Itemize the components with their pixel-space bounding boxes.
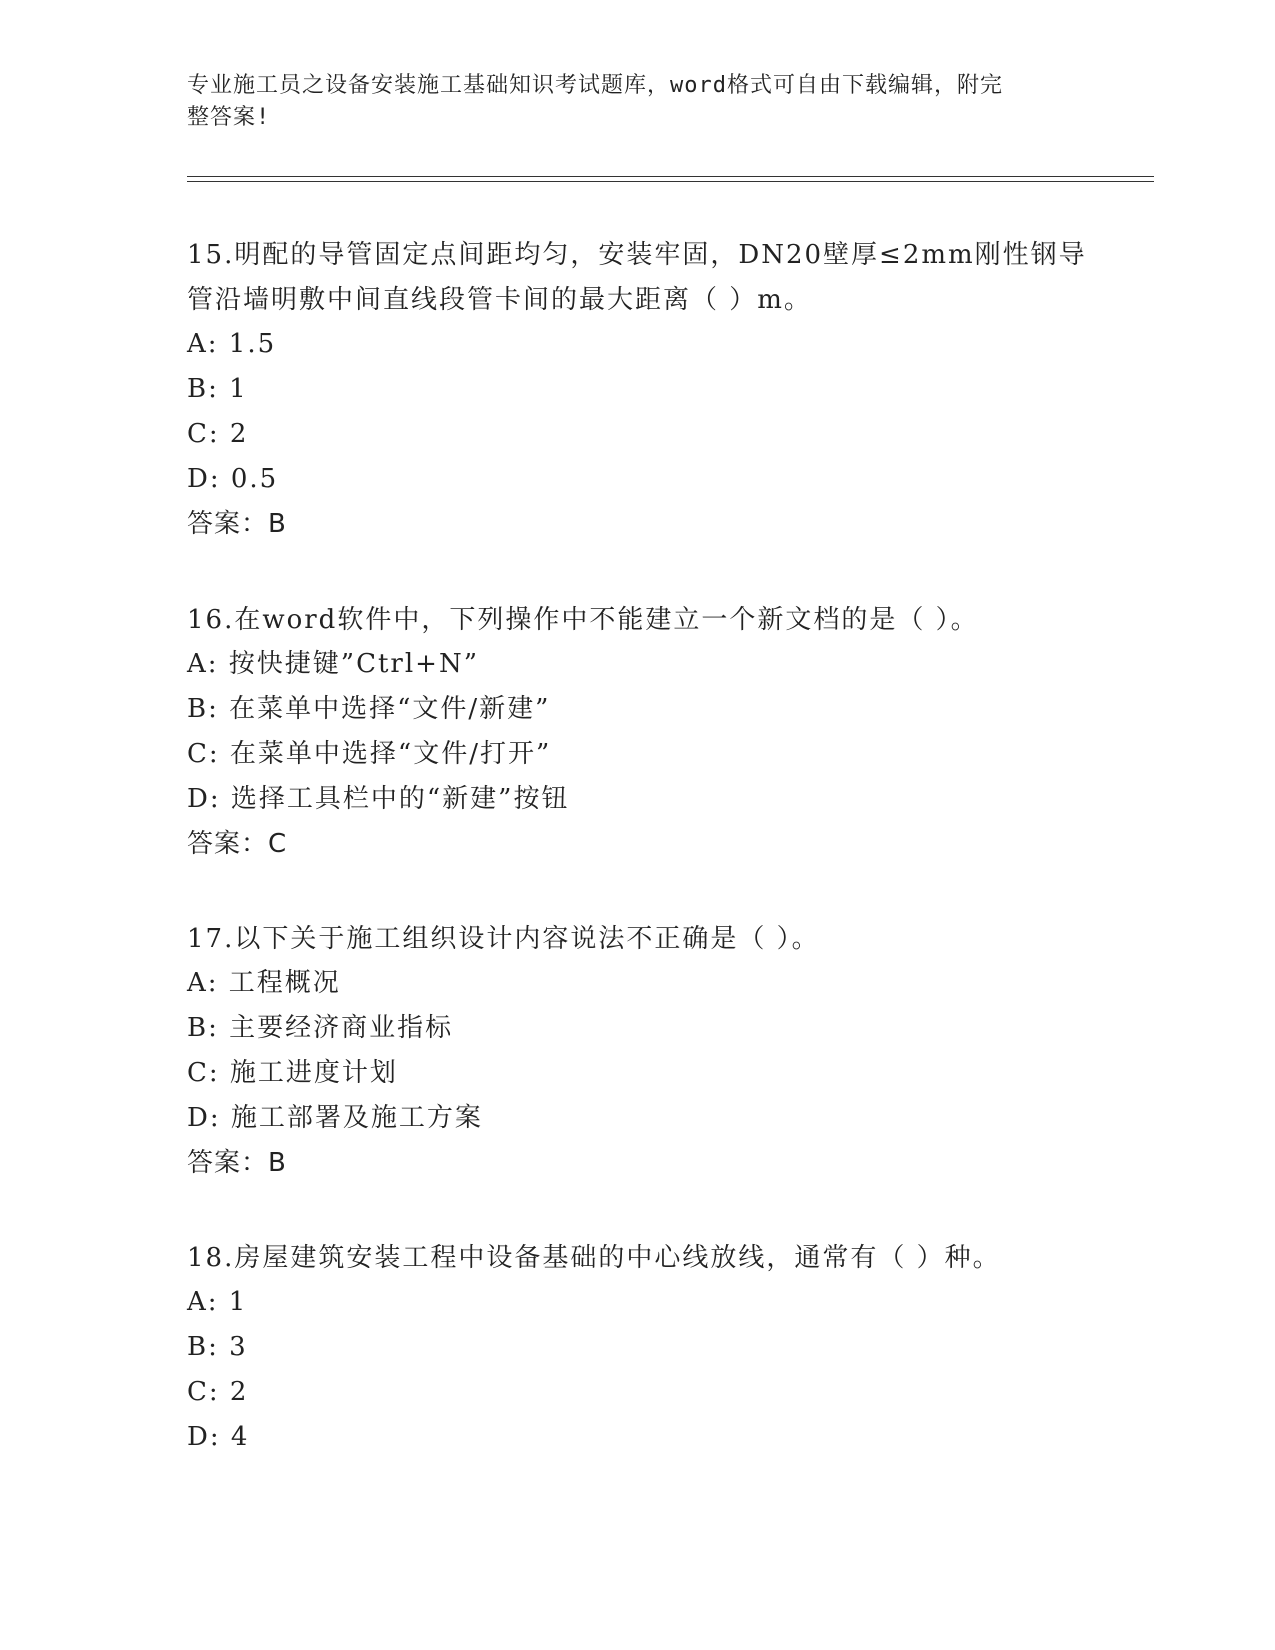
option-b: B: 1 xyxy=(187,374,248,404)
option-d: D: 4 xyxy=(187,1422,250,1452)
answer: 答案：C xyxy=(187,829,288,859)
question-stem-line: 18.房屋建筑安装工程中设备基础的中心线放线，通常有（ ）种。 xyxy=(187,1243,1001,1273)
header-divider-top xyxy=(187,176,1154,177)
option-b: B: 主要经济商业指标 xyxy=(187,1013,454,1043)
option-c: C: 施工进度计划 xyxy=(187,1058,398,1088)
option-b: B: 在菜单中选择“文件/新建” xyxy=(187,694,551,724)
option-a: A: 1.5 xyxy=(187,329,277,359)
question-15 xyxy=(187,232,1087,547)
option-c: C: 在菜单中选择“文件/打开” xyxy=(187,739,552,769)
option-d: D: 0.5 xyxy=(187,464,279,494)
header-line-1: 专业施工员之设备安装施工基础知识考试题库，word格式可自由下载编辑，附完 xyxy=(187,73,1003,98)
option-c: C: 2 xyxy=(187,419,249,449)
option-a: A: 1 xyxy=(187,1287,248,1317)
option-b: B: 3 xyxy=(187,1332,248,1362)
option-d: D: 选择工具栏中的“新建”按钮 xyxy=(187,784,570,814)
question-stem-line: 17.以下关于施工组织设计内容说法不正确是（ ）。 xyxy=(187,924,820,954)
header-line-2: 整答案! xyxy=(187,105,271,130)
question-16 xyxy=(187,597,1087,867)
option-a: A: 工程概况 xyxy=(187,968,341,998)
document-header xyxy=(187,70,1067,134)
option-c: C: 2 xyxy=(187,1377,249,1407)
header-divider-bottom xyxy=(187,181,1154,182)
answer: 答案：B xyxy=(187,1148,287,1178)
option-d: D: 施工部署及施工方案 xyxy=(187,1103,483,1133)
question-18 xyxy=(187,1235,1087,1460)
answer: 答案：B xyxy=(187,509,287,539)
option-a: A: 按快捷键”Ctrl+N” xyxy=(187,649,480,679)
question-17 xyxy=(187,916,1087,1186)
question-stem-line: 16.在word软件中，下列操作中不能建立一个新文档的是（ ）。 xyxy=(187,605,979,635)
question-stem-line: 管沿墙明敷中间直线段管卡间的最大距离（ ）m。 xyxy=(187,285,812,315)
question-stem-line: 15.明配的导管固定点间距均匀，安装牢固，DN20壁厚≤2mm刚性钢导 xyxy=(187,240,1087,270)
